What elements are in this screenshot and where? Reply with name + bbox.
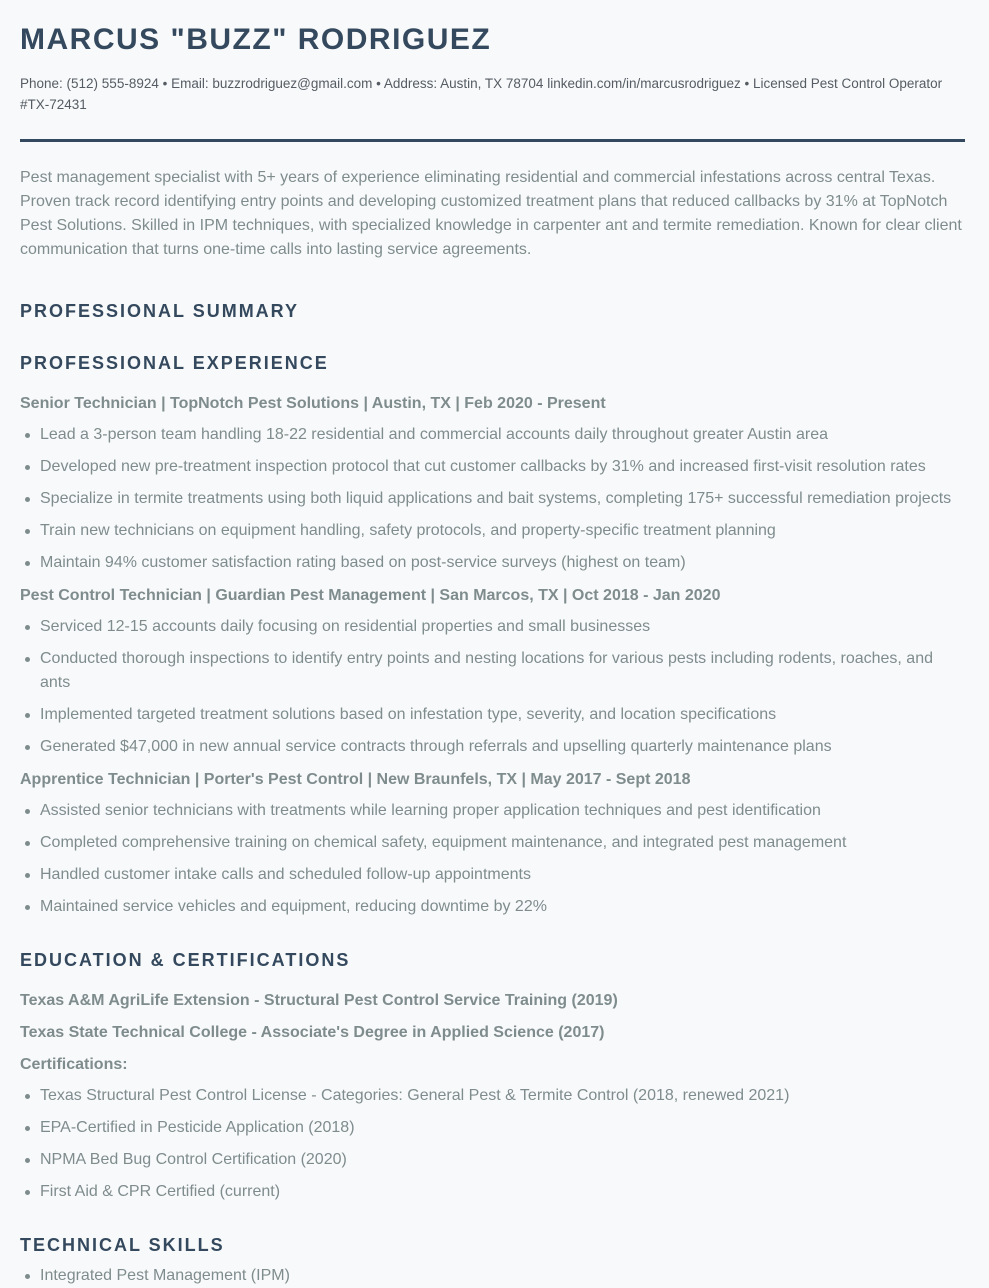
job-bullets	[20, 423, 965, 575]
list-item: Implemented targeted treatment solutions based on infestation type, severity, and location specifications	[40, 703, 965, 727]
education-entry: Texas State Technical College - Associate's Degree in Applied Science (2017)	[20, 1024, 605, 1041]
job-title: Senior Technician | TopNotch Pest Solutions | Austin, TX | Feb 2020 - Present	[20, 395, 606, 412]
list-item: Serviced 12-15 accounts daily focusing on residential properties and small businesses	[40, 615, 965, 639]
list-item: Lead a 3-person team handling 18-22 residential and commercial accounts daily throughout greater Austin area	[40, 423, 965, 447]
candidate-name: MARCUS "BUZZ" RODRIGUEZ	[20, 23, 492, 56]
job-title: Pest Control Technician | Guardian Pest Management | San Marcos, TX | Oct 2018 - Jan 2020	[20, 587, 721, 604]
education-block	[20, 990, 965, 1204]
section-title-skills: TECHNICAL SKILLS	[20, 1235, 225, 1255]
education-entry: Texas A&M AgriLife Extension - Structural Pest Control Service Training (2019)	[20, 992, 618, 1009]
section-title-education: EDUCATION & CERTIFICATIONS	[20, 950, 351, 970]
job-entry	[20, 769, 965, 919]
job-bullets	[20, 615, 965, 759]
list-item: Specialize in termite treatments using both liquid applications and bait systems, completing 175+ successful remediation projects	[40, 487, 965, 511]
list-item: Conducted thorough inspections to identify entry points and nesting locations for various pests including rodents, roaches, and ants	[40, 647, 965, 695]
certifications-list	[20, 1084, 965, 1204]
list-item: Handled customer intake calls and scheduled follow-up appointments	[40, 863, 965, 887]
list-item: First Aid & CPR Certified (current)	[40, 1180, 965, 1204]
list-item: Integrated Pest Management (IPM)	[40, 1264, 965, 1288]
job-bullets	[20, 799, 965, 919]
list-item: Completed comprehensive training on chemical safety, equipment maintenance, and integrated pest management	[40, 831, 965, 855]
job-entry	[20, 393, 965, 575]
section-title-experience: PROFESSIONAL EXPERIENCE	[20, 353, 329, 373]
header-divider	[20, 139, 965, 142]
certifications-label: Certifications:	[20, 1056, 128, 1073]
list-item: Maintain 94% customer satisfaction rating based on post-service surveys (highest on team)	[40, 551, 965, 575]
list-item: Developed new pre-treatment inspection protocol that cut customer callbacks by 31% and increased first-visit resolution rates	[40, 455, 965, 479]
list-item: Train new technicians on equipment handling, safety protocols, and property-specific treatment planning	[40, 519, 965, 543]
list-item: Generated $47,000 in new annual service contracts through referrals and upselling quarterly maintenance plans	[40, 735, 965, 759]
job-title: Apprentice Technician | Porter's Pest Control | New Braunfels, TX | May 2017 - Sept 2018	[20, 771, 691, 788]
list-item: Maintained service vehicles and equipment, reducing downtime by 22%	[40, 895, 965, 919]
list-item: NPMA Bed Bug Control Certification (2020)	[40, 1148, 965, 1172]
list-item: Assisted senior technicians with treatments while learning proper application techniques and pest identification	[40, 799, 965, 823]
section-title-summary: PROFESSIONAL SUMMARY	[20, 301, 300, 321]
skills-list	[20, 1264, 965, 1288]
list-item: Texas Structural Pest Control License - Categories: General Pest & Termite Control (2018, renewed 2021)	[40, 1084, 965, 1108]
job-entry	[20, 585, 965, 759]
list-item: EPA-Certified in Pesticide Application (2018)	[40, 1116, 965, 1140]
intro-paragraph: Pest management specialist with 5+ years of experience eliminating residential and commercial infestations across central Texas. Proven track record identifying entry points and developing customized treatment plans that reduced callbacks by 31% at TopNotch Pest Solutions. Skilled in IPM techniques, with specialized knowledge in carpenter ant and termite remediation. Known for clear client communication that turns one-time calls into lasting service agreements.	[20, 169, 962, 258]
contact-info: Phone: (512) 555-8924 • Email: buzzrodriguez@gmail.com • Address: Austin, TX 78704 linkedin.com/in/marcusrodriguez • Licensed Pest Control Operator #TX-72431	[20, 76, 943, 112]
